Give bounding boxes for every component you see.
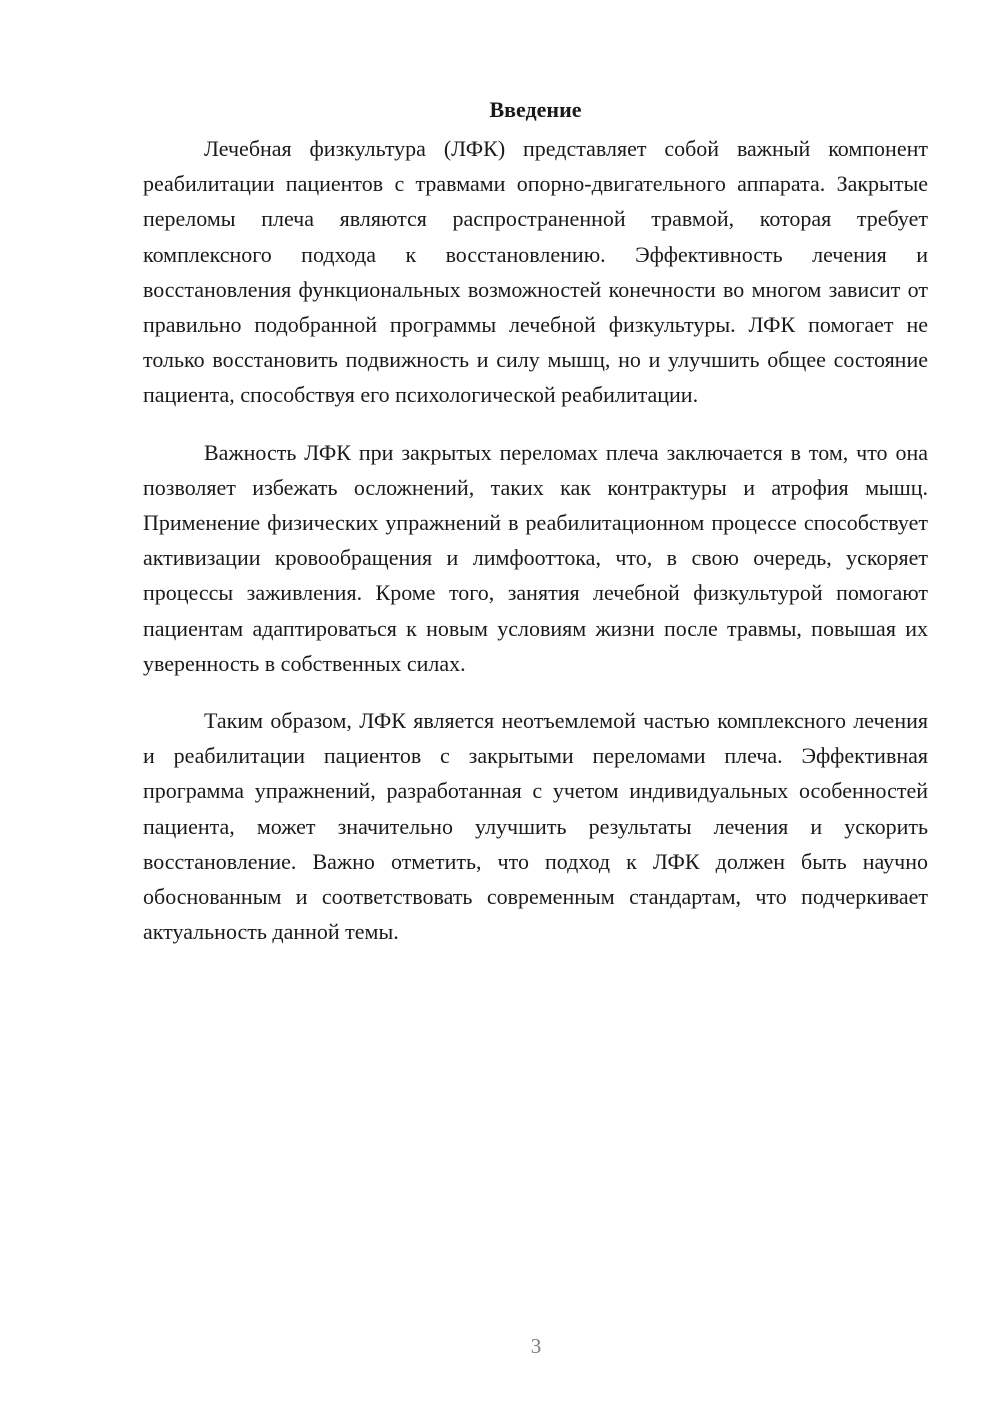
page-number: 3 [530, 1334, 542, 1358]
page-content [143, 92, 928, 971]
paragraph-1: Лечебная физкультура (ЛФК) представляет собой важный компонент реабилитации пациентов с травмами опорно-двигательного аппарата. Закрытые переломы плеча являются распространенной травмой, которая требует комплексного подхода к восстановлению. Эффективность лечения и восстановления функциональных возможностей конечности во многом зависит от правильно подобранной программы лечебной физкультуры. ЛФК помогает не только восстановить подвижность и силу мышц, но и улучшить общее состояние пациента, способствуя его психологической реабилитации. [143, 136, 928, 408]
section-heading: Введение [489, 97, 582, 122]
paragraph-2: Важность ЛФК при закрытых переломах плеча заключается в том, что она позволяет избежать осложнений, таких как контрактуры и атрофия мышц. Применение физических упражнений в реабилитационном процессе способствует активизации кровообращения и лимфооттока, что, в свою очередь, ускоряет процессы заживления. Кроме того, занятия лечебной физкультурой помогают пациентам адаптироваться к новым условиям жизни после травмы, повышая их уверенность в собственных силах. [143, 439, 928, 676]
paragraph-3: Таким образом, ЛФК является неотъемлемой частью комплексного лечения и реабилитации пациентов с закрытыми переломами плеча. Эффективная программа упражнений, разработанная с учетом индивидуальных особенностей пациента, может значительно улучшить результаты лечения и ускорить восстановление. Важно отметить, что подход к ЛФК должен быть научно обоснованным и соответствовать современным стандартам, что подчеркивает актуальность данной темы. [143, 708, 928, 945]
